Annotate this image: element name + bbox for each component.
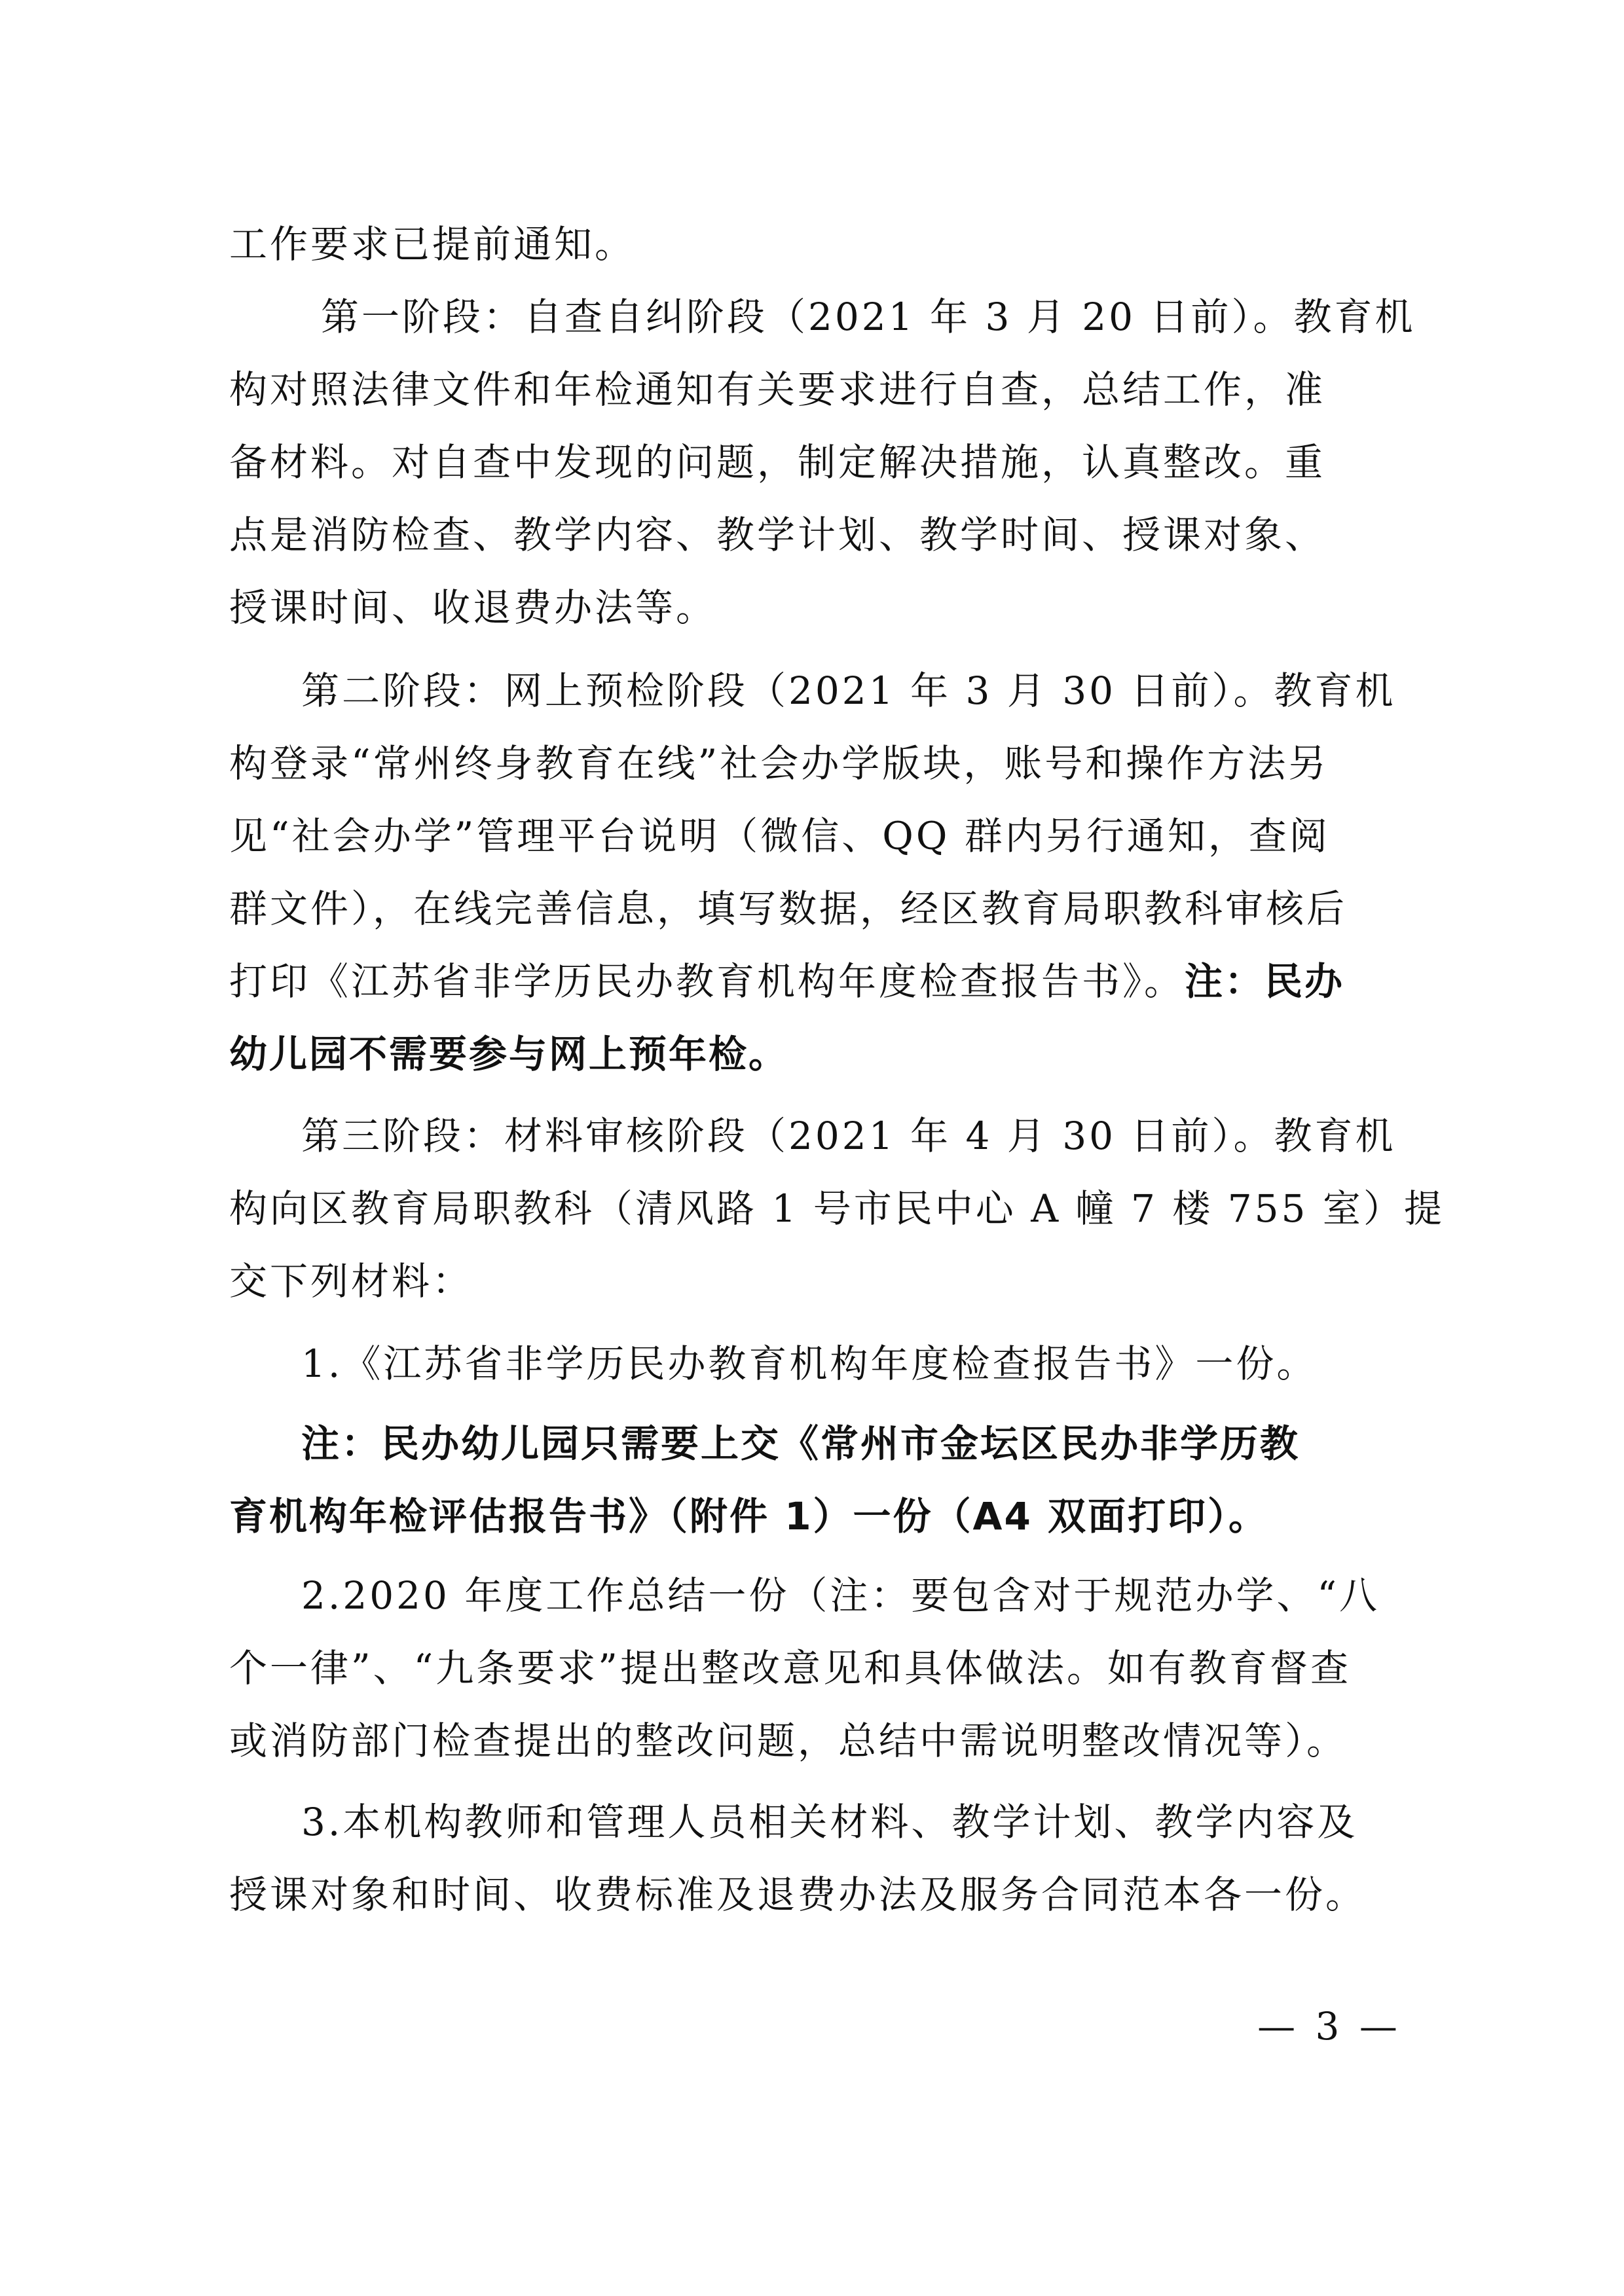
text-line: 第一阶段：自查自纠阶段（2021 年 3 月 20 日前）。教育机 [321,295,1416,339]
text-line: 见“社会办学”管理平台说明（微信、QQ 群内另行通知，查阅 [229,814,1330,858]
text-line: 第三阶段：材料审核阶段（2021 年 4 月 30 日前）。教育机 [301,1114,1396,1158]
paragraph-continuation [229,208,1408,281]
text-line: 工作要求已提前通知。 [229,222,636,266]
bold-note-line: 注：民办幼儿园只需要上交《常州市金坛区民办非学历教 [301,1421,1301,1466]
text-line: 授课时间、收退费办法等。 [229,585,717,630]
page-number: — 3 — [1257,2004,1401,2049]
text-line: 构对照法律文件和年检通知有关要求进行自查，总结工作，准 [229,367,1326,412]
text-line: 或消防部门检查提出的整改问题，总结中需说明整改情况等）。 [229,1719,1348,1763]
text-line: 2.2020 年度工作总结一份（注：要包含对于规范办学、“八 [301,1573,1380,1618]
text-line: 构向区教育局职教科（清风路 1 号市民中心 A 幢 7 楼 755 室）提 [229,1186,1445,1231]
bold-note-line: 育机构年检评估报告书》（附件 1）一份（A4 双面打印）。 [229,1494,1268,1539]
text-line: 个一律”、“九条要求”提出整改意见和具体做法。如有教育督查 [229,1646,1351,1690]
text-line: 第二阶段：网上预检阶段（2021 年 3 月 30 日前）。教育机 [301,668,1396,713]
text-line: 授课对象和时间、收费标准及退费办法及服务合同范本各一份。 [229,1872,1367,1917]
paragraph-stage-three [229,1100,1445,1318]
bold-note: 注：民办 [1185,959,1345,1004]
list-item-report [229,1328,1408,1400]
text-segment: 打印《江苏省非学历民办教育机构年度检查报告书》。 [229,959,1185,1004]
text-line: 交下列材料： [229,1259,473,1303]
paragraph-stage-one [229,281,1416,644]
list-item-summary [229,1559,1408,1777]
text-line: 备材料。对自查中发现的问题，制定解决措施，认真整改。重 [229,440,1326,484]
text-line: 构登录“常州终身教育在线”社会办学版块，账号和操作方法另 [229,741,1329,786]
text-line: 点是消防检查、教学内容、教学计划、教学时间、授课对象、 [229,513,1326,557]
paragraph-stage-two [229,655,1408,1091]
note-kindergarten [229,1408,1408,1553]
text-line: 群文件），在线完善信息，填写数据，经区教育局职教科审核后 [229,886,1348,931]
list-item-materials [229,1786,1408,1931]
text-line: 1.《江苏省非学历民办教育机构年度检查报告书》一份。 [301,1341,1318,1386]
text-line [229,945,1408,1018]
text-line: 3.本机构教师和管理人员相关材料、教学计划、教学内容及 [301,1800,1358,1844]
bold-note-line: 幼儿园不需要参与网上预年检。 [229,1032,789,1076]
